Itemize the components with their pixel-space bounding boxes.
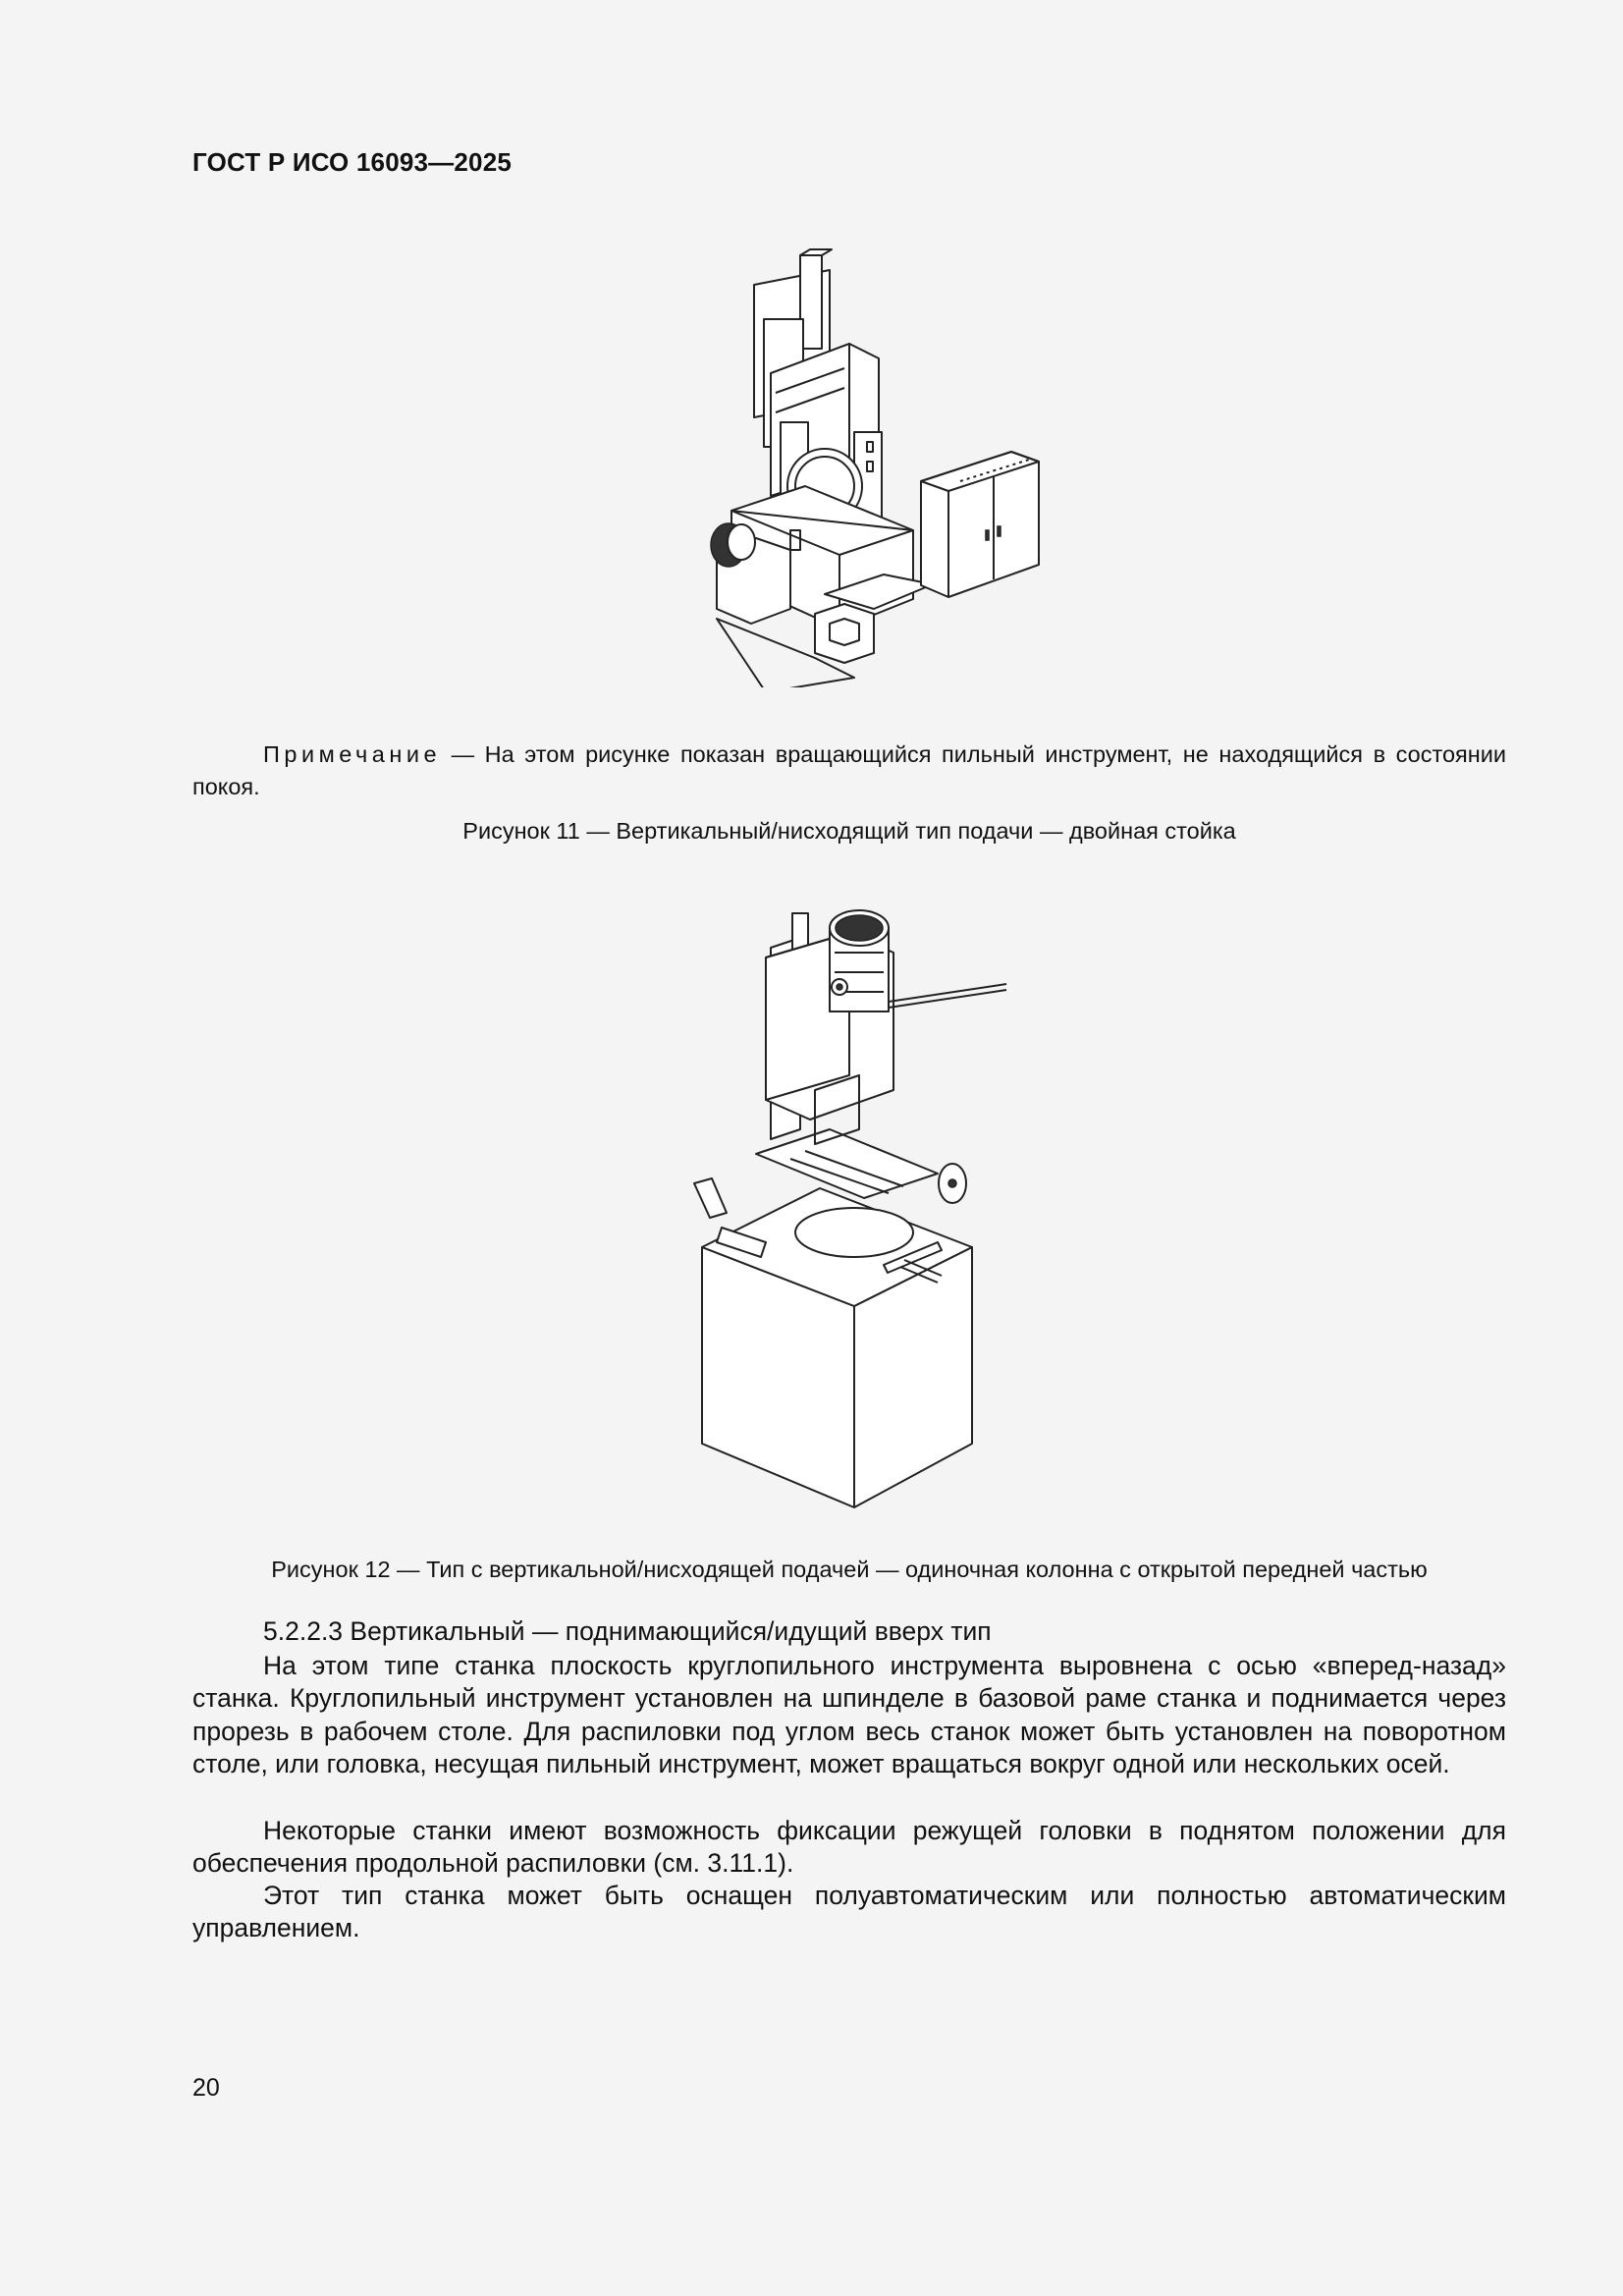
section-heading: 5.2.2.3 Вертикальный — поднимающийся/идущий вверх тип — [263, 1616, 992, 1646]
control-cabinet-drawing — [913, 442, 1051, 609]
note-text: — На этом рисунке показан вращающийся пильный инструмент, не находящийся в состоянии покоя. — [192, 741, 1506, 799]
figure-11-caption: Рисунок 11 — Вертикальный/нисходящий тип подачи — двойная стойка — [462, 818, 1236, 844]
body-paragraph-3: Этот тип станка может быть оснащен полуавтоматическим или полностью автоматическим управлением. — [192, 1881, 1506, 1943]
body-paragraph-2: Некоторые станки имеют возможность фиксации режущей головки в поднятом положении для обеспечения продольной распиловки (см. 3.11.1). — [192, 1816, 1506, 1879]
body-paragraph-1: На этом типе станка плоскость круглопильного инструмента выровнена с осью «вперед-назад» станка. Круглопильный инструмент установлен на шпинделе в базовой раме станка и поднимается через прорезь в рабочем столе. Для распиловки под углом весь станок может быть установлен на поворотном столе, или головка, несущая пильный инструмент, может вращаться вокруг одной или нескольких осей. — [192, 1651, 1506, 1779]
page-number: 20 — [192, 2074, 220, 2102]
figure-12-caption: Рисунок 12 — Тип с вертикальной/нисходящей подачей — одиночная колонна с открытой передней частью — [271, 1557, 1428, 1582]
figure-12-drawing — [682, 894, 1016, 1522]
document-header: ГОСТ Р ИСО 16093—2025 — [192, 147, 513, 177]
note-label: Примечание — [263, 741, 442, 767]
figure-11-note — [192, 738, 1506, 803]
